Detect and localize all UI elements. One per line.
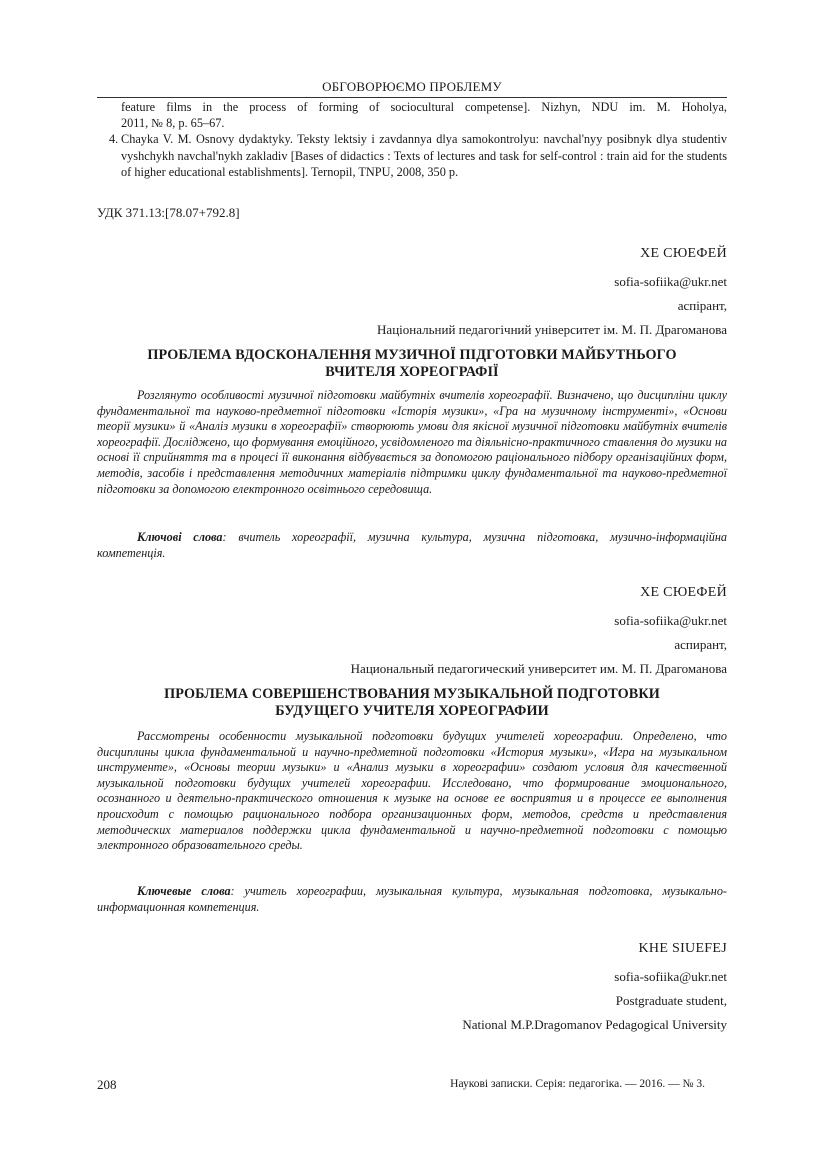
title-line: БУДУЩЕГО УЧИТЕЛЯ ХОРЕОГРАФИИ (275, 703, 549, 719)
author-email: sofia-sofiika@ukr.net (614, 969, 727, 984)
keywords-ukrainian (97, 530, 727, 561)
abstract-ukrainian: Розглянуто особливості музичної підготовки майбутніх вчителів хореографії. Визначено, що дисципліни циклу фундаментальної та науково-предметної підготовки «Історія музики», «Гра на музичному інструменті», «Основи теорії музики» й «Аналіз музики в хореографії» створюють умови для якісної музичної підготовки майбутніх вчителів хореографії. Досліджено, що формування емоційного, усвідомленого та діяльнісно-практичного ставлення до музики на основі її сприйняття та в процесі її виконання відбувається за допомогою раціонального підбору організаційних форм, методів, засобів і представлення методичних матеріалів підтримки циклу фундаментальної та науково-предметної підготовки за допомогою електронного освітнього середовища. (97, 388, 727, 496)
author-block-ukrainian (97, 246, 727, 338)
author-affiliation: Національний педагогічний університет ім. М. П. Драгоманова (377, 322, 727, 337)
author-position: аспирант, (674, 637, 727, 652)
author-name: ХЕ СЮЕФЕЙ (640, 246, 727, 261)
author-position: Postgraduate student, (615, 993, 727, 1008)
keywords-label: Ключові слова (137, 530, 223, 544)
keywords-label: Ключевые слова (137, 884, 231, 898)
article-title-russian (97, 686, 727, 720)
reference-continuation-line: feature films in the process of forming of sociocultural competense]. Nizhyn, NDU im. M. Hoholya, (121, 100, 727, 114)
author-email: sofia-sofiika@ukr.net (614, 274, 727, 289)
title-line: ПРОБЛЕМА СОВЕРШЕНСТВОВАНИЯ МУЗЫКАЛЬНОЙ ПОДГОТОВКИ (164, 686, 660, 702)
author-email: sofia-sofiika@ukr.net (614, 613, 727, 628)
author-block-russian (97, 585, 727, 677)
author-block-english (97, 941, 727, 1033)
reference-continuation-line: 2011, № 8, p. 65–67. (121, 116, 225, 131)
reference-item (97, 131, 727, 180)
running-head: ОБГОВОРЮЄМО ПРОБЛЕМУ (322, 79, 502, 94)
keywords-text: : учитель хореографии, музыкальная культура, музыкальная подготовка, музыкально-информационная компетенция. (97, 884, 727, 914)
reference-text: Chayka V. M. Osnovy dydaktyky. Teksty lektsiy i zavdannya dlya samokontrolyu: navchal'nyy posibnyk dlya studentiv vyshchykh navchal'nykh zakladiv [Bases of didactics : Texts of lectures and task for self-control : train aid for the students of higher educational establishments]. Ternopil, TNPU, 2008, 350 p. (121, 132, 727, 179)
article-title-ukrainian (97, 347, 727, 381)
keywords-text: : вчитель хореографії, музична культура, музична підготовка, музично-інформаційна компетенція. (97, 530, 728, 560)
author-affiliation: Национальный педагогический университет им. М. П. Драгоманова (350, 661, 727, 676)
author-name: ХЕ СЮЕФЕЙ (640, 585, 727, 600)
header-rule (97, 97, 727, 98)
title-line: ВЧИТЕЛЯ ХОРЕОГРАФІЇ (325, 364, 499, 380)
title-line: ПРОБЛЕМА ВДОСКОНАЛЕННЯ МУЗИЧНОЇ ПІДГОТОВКИ МАЙБУТНЬОГО (147, 347, 677, 363)
author-affiliation: National M.P.Dragomanov Pedagogical University (462, 1017, 727, 1032)
journal-citation: Наукові записки. Серія: педагогіка. — 2016. — № 3. (450, 1078, 705, 1090)
author-position: аспірант, (677, 298, 727, 313)
keywords-russian (97, 884, 727, 915)
udk-code: УДК 371.13:[78.07+792.8] (97, 205, 240, 220)
page-number: 208 (97, 1077, 117, 1092)
author-name: KHE SIUEFEJ (638, 941, 727, 956)
abstract-russian: Рассмотрены особенности музыкальной подготовки будущих учителей хореографии. Определено, что дисциплины цикла фундаментальной и научно-предметной подготовки «История музыки», «Игра на музыкальном инструменте», «Основы теории музыки» и «Анализ музыки в хореографии» создают условия для качественной музыкальной подготовки будущих учителей хореографии. Исследовано, что формирование эмоционального, осознанного и деятельно-практического отношения к музыке на основе ее восприятия и в процессе ее выполнения происходит с помощью рационального подбора организационных форм, методов, средств и представления методических материалов поддержки цикла фундаментальной и научно-предметной подготовки с помощью электронного образовательного среды. (97, 729, 727, 853)
references-list (97, 99, 727, 180)
reference-number: 4. (109, 132, 119, 147)
